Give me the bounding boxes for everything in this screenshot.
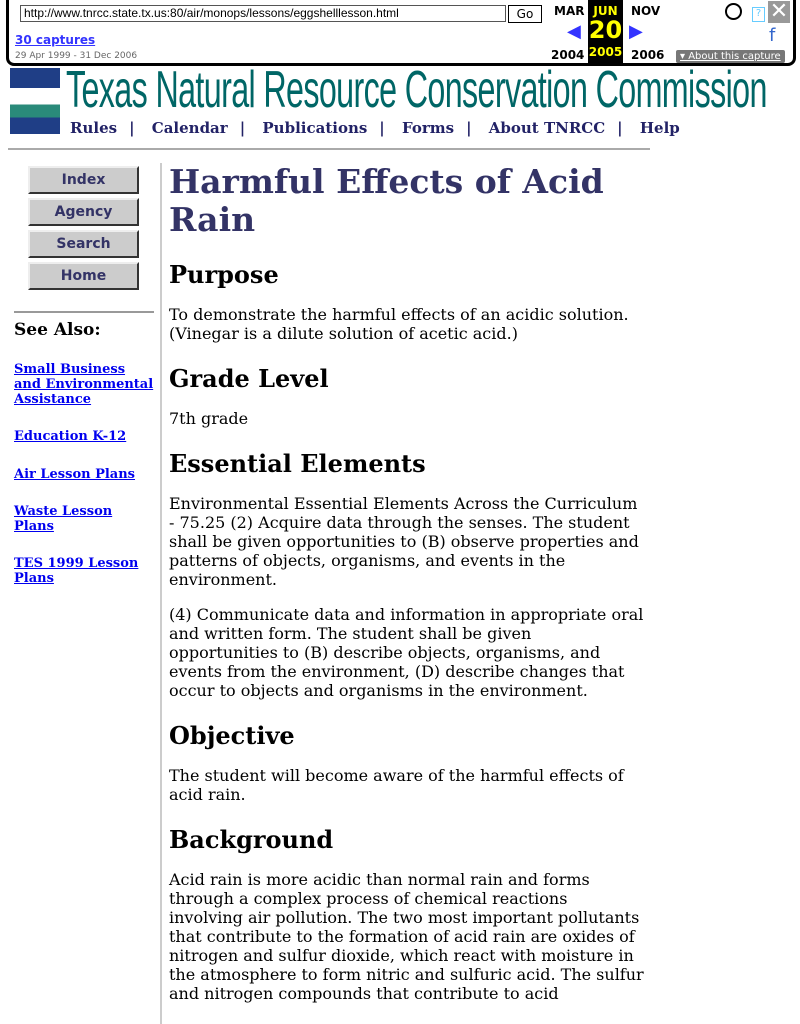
tnrcc-logo — [10, 68, 60, 134]
wayback-toolbar — [6, 0, 796, 66]
link-waste-lessons[interactable]: Waste Lesson Plans — [14, 504, 113, 534]
next-year[interactable]: 2006 — [631, 48, 665, 62]
prev-year[interactable]: 2004 — [551, 48, 585, 62]
objective-text: The student will become aware of the harmful effects of acid rain. — [169, 766, 624, 804]
go-button[interactable]: Go — [508, 5, 542, 23]
current-year: 2005 — [588, 45, 623, 59]
help-icon[interactable]: ? — [752, 7, 765, 22]
nav-help[interactable]: Help — [639, 119, 680, 137]
user-icon[interactable] — [725, 3, 742, 20]
top-nav: Rules | Calendar | Publications | Forms | About TNRCC | Help — [70, 119, 680, 137]
agency-button[interactable]: Agency — [28, 198, 139, 226]
grade-heading: Grade Level — [169, 364, 329, 393]
background-text: Acid rain is more acidic than normal rain and forms through a complex process of chemical reactions involving air pollution. The two most important pollutants that contribute to the formation of acid rain are oxides of nitrogen and sulfur dioxide, which react with moisture in the atmosphere to form nitric and sulfuric acid. The sulfur and nitrogen compounds that contribute to acid — [169, 870, 644, 1003]
current-month: JUN — [593, 4, 618, 18]
essential-text-1: Environmental Essential Elements Across the Curriculum - 75.25 (2) Acquire data through the senses. The student shall be given opportunities to (B) observe properties and patterns of objects, organisms, and events in the environment. — [169, 494, 639, 589]
nav-forms[interactable]: Forms — [402, 119, 455, 137]
search-button[interactable]: Search — [28, 230, 139, 258]
nav-publications[interactable]: Publications — [262, 119, 368, 137]
grade-text: 7th grade — [169, 409, 249, 428]
next-month[interactable]: NOV — [631, 4, 661, 18]
nav-rules[interactable]: Rules — [70, 119, 118, 137]
close-icon[interactable]: ✕ — [769, 0, 789, 24]
current-capture — [588, 0, 623, 63]
purpose-heading: Purpose — [169, 260, 279, 289]
page-title: Harmful Effects of Acid Rain — [169, 162, 604, 239]
prev-arrow-icon[interactable]: ◀ — [567, 21, 581, 42]
current-day: 20 — [588, 16, 623, 44]
header-divider — [8, 148, 650, 150]
site-title: Texas Natural Resource Conservation Commission — [66, 61, 767, 119]
link-tes-lessons[interactable]: TES 1999 Lesson Plans — [14, 556, 139, 586]
purpose-text: To demonstrate the harmful effects of an acidic solution. (Vinegar is a dilute solution of acetic acid.) — [169, 305, 629, 343]
sidebar-divider — [14, 311, 154, 313]
nav-calendar[interactable]: Calendar — [151, 119, 228, 137]
column-divider — [160, 163, 162, 1024]
capture-range: 29 Apr 1999 - 31 Dec 2006 — [15, 51, 138, 61]
background-heading: Background — [169, 825, 334, 854]
index-button[interactable]: Index — [28, 166, 139, 194]
facebook-icon[interactable]: f — [769, 25, 776, 46]
home-button[interactable]: Home — [28, 262, 139, 290]
link-air-lessons[interactable]: Air Lesson Plans — [14, 467, 136, 482]
about-capture-button[interactable]: ▾ About this capture — [676, 50, 785, 63]
next-arrow-icon[interactable]: ▶ — [629, 21, 643, 42]
essential-text-2: (4) Communicate data and information in appropriate oral and written form. The student shall be given opportunities to (B) describe objects, organisms, and events from the environment, (D) describe changes that occur to objects and organisms in the environment. — [169, 605, 644, 700]
link-small-business[interactable]: Small Business and Environmental Assistance — [14, 362, 154, 407]
captures-link[interactable]: 30 captures — [15, 33, 96, 47]
main-content — [169, 163, 644, 1019]
url-input[interactable]: http://www.tnrcc.state.tx.us:80/air/monops/lessons/eggshelllesson.html — [20, 5, 506, 22]
nav-about[interactable]: About TNRCC — [488, 119, 606, 137]
objective-heading: Objective — [169, 721, 295, 750]
prev-month[interactable]: MAR — [554, 4, 585, 18]
essential-heading: Essential Elements — [169, 449, 426, 478]
link-education[interactable]: Education K-12 — [14, 429, 127, 444]
see-also-heading: See Also: — [14, 320, 101, 340]
